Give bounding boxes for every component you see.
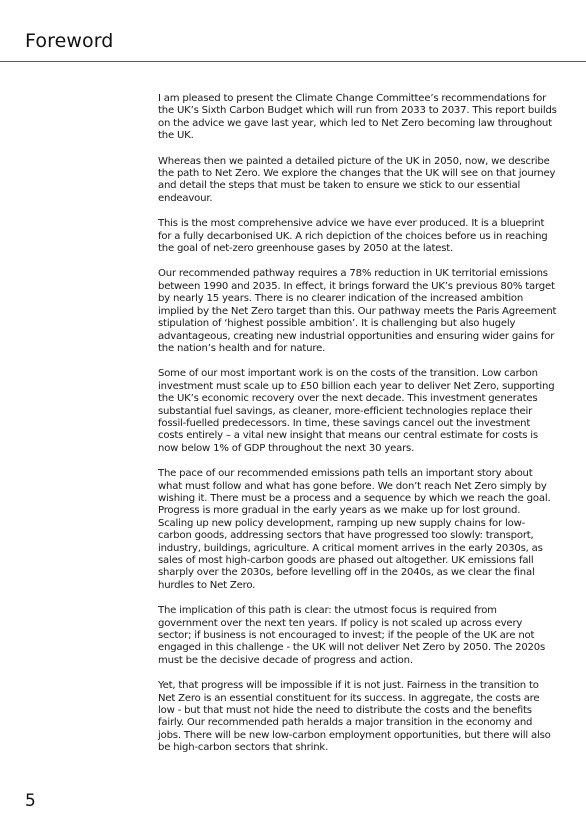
paragraph-7: The implication of this path is clear: the utmost focus is required from government over the next ten years. If policy is not scaled up across every sector; if business is not encouraged to invest; if the people of the UK are not engaged in this challenge - the UK will not deliver Net Zero by 2050. The 2020s must be the decisive decade of progress and action.	[158, 605, 546, 666]
foreword-body	[158, 93, 558, 768]
paragraph-6: The pace of our recommended emissions path tells an important story about what must follow and what has gone before. We don’t reach Net Zero simply by wishing it. There must be a process and a sequence by which we reach the goal. Progress is more gradual in the early years as we make up for lost ground. Scaling up new policy development, ramping up new supply chains for low-carbon goods, addressing sectors that have progressed too slowly: transport, industry, buildings, agriculture. A critical moment arrives in the early 2030s, as sales of most high-carbon goods are phased out altogether. UK emissions fall sharply over the 2030s, before levelling off in the 2040s, as we clear the final hurdles to Net Zero.	[158, 468, 551, 591]
paragraph-4: Our recommended pathway requires a 78% reduction in UK territorial emissions between 1990 and 2035. In effect, it brings forward the UK’s previous 80% target by nearly 15 years. There is no clearer indication of the increased ambition implied by the Net Zero target than this. Our pathway meets the Paris Agreement stipulation of ‘highest possible ambition’. It is challenging but also hugely advantageous, creating new industrial opportunities and ensuring wider gains for the nation’s health and for nature.	[158, 268, 557, 354]
paragraph-8: Yet, that progress will be impossible if it is not just. Fairness in the transition to Net Zero is an essential constituent for its success. In aggregate, the costs are low - but that must not hide the need to distribute the costs and the benefits fairly. Our recommended path heralds a major transition in the economy and jobs. There will be new low-carbon employment opportunities, but there will also be high-carbon sectors that shrink.	[158, 680, 551, 754]
paragraph-5: Some of our most important work is on the costs of the transition. Low carbon investment must scale up to £50 billion each year to deliver Net Zero, supporting the UK’s economic recovery over the next decade. This investment generates substantial fuel savings, as cleaner, more-efficient technologies replace their fossil-fuelled predecessors. In time, these savings cancel out the investment costs entirely – a vital new insight that means our central estimate for costs is now below 1% of GDP throughout the next 30 years.	[158, 368, 555, 454]
paragraph-1: I am pleased to present the Climate Change Committee’s recommendations for the UK’s Sixth Carbon Budget which will run from 2033 to 2037. This report builds on the advice we gave last year, which led to Net Zero becoming law throughout the UK.	[158, 93, 557, 142]
paragraph-3: This is the most comprehensive advice we have ever produced. It is a blueprint for a fully decarbonised UK. A rich depiction of the choices before us in reaching the goal of net-zero greenhouse gases by 2050 at the latest.	[158, 218, 548, 255]
paragraph-2: Whereas then we painted a detailed picture of the UK in 2050, now, we describe the path to Net Zero. We explore the changes that the UK will see on that journey and detail the steps that must be taken to ensure we stick to our essential endeavour.	[158, 155, 556, 204]
page-number: 5	[25, 791, 36, 811]
header-divider	[0, 61, 586, 62]
page-title: Foreword	[25, 30, 114, 52]
